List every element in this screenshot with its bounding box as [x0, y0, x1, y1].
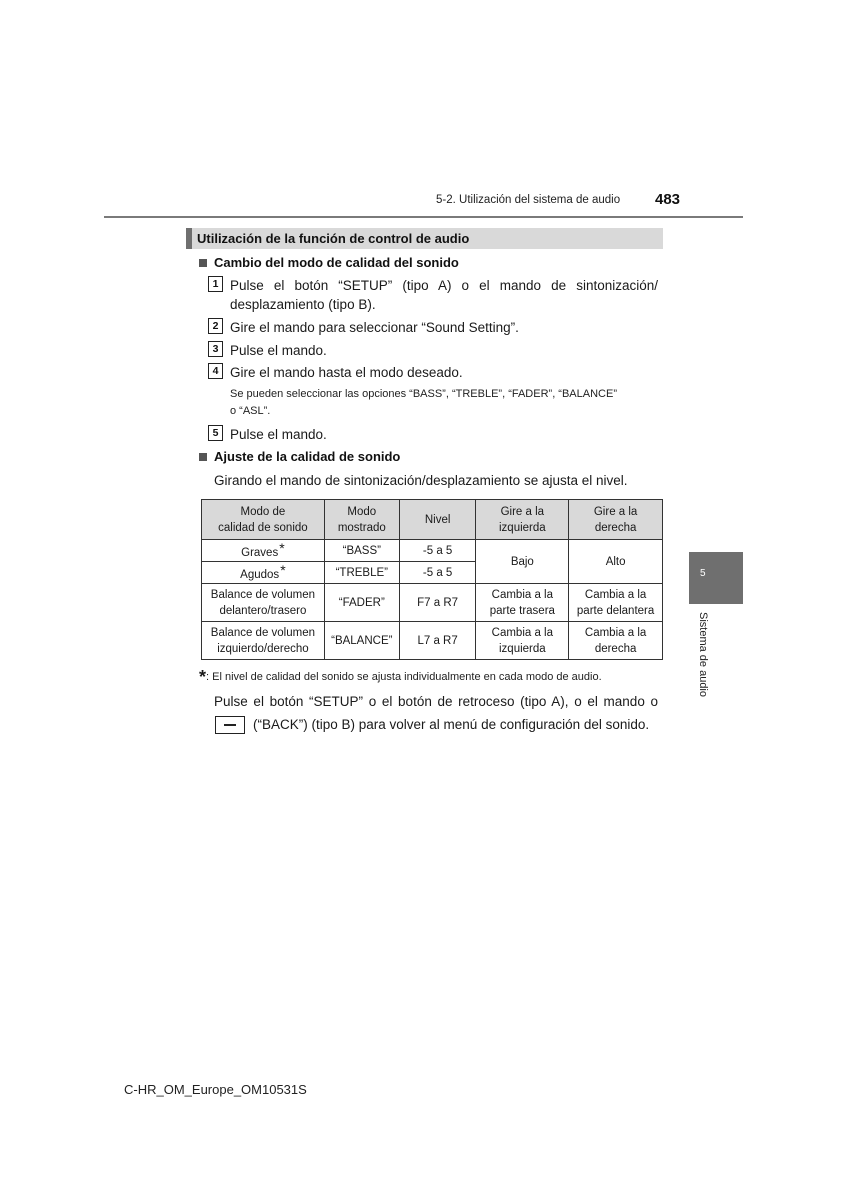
- cell-shown-balance: “BALANCE”: [324, 622, 399, 660]
- header-level: Nivel: [399, 500, 476, 540]
- cell-fader-left: [476, 584, 569, 622]
- chapter-tab: [689, 552, 743, 604]
- cell-shown-fader: “FADER”: [324, 584, 399, 622]
- subsection-intro: Girando el mando de sintonización/desplazamiento se ajusta el nivel.: [214, 473, 628, 488]
- cell-mode-balance: [202, 622, 325, 660]
- fader-mode-line1: Balance de volumen: [210, 588, 316, 601]
- cell-mode-graves: [202, 540, 325, 562]
- header-mode-line1: Modo de: [240, 505, 286, 518]
- cell-balance-left: [476, 622, 569, 660]
- header-mode: [202, 500, 325, 540]
- fader-right-line2: parte delantera: [576, 604, 655, 617]
- cell-level-treble: -5 a 5: [399, 562, 476, 584]
- cell-balance-right: [569, 622, 663, 660]
- step-1-text-line1: Pulse el botón “SETUP” (tipo A) o el mando de sintonización/: [230, 278, 658, 293]
- balance-right-line1: Cambia a la: [584, 626, 647, 639]
- dash-glyph: [224, 724, 236, 726]
- header-section-title: 5-2. Utilización del sistema de audio: [436, 194, 621, 206]
- balance-left-line2: izquierda: [499, 642, 546, 655]
- step-1-text-line2: desplazamiento (tipo B).: [230, 297, 376, 312]
- square-bullet-icon: [199, 453, 207, 461]
- fader-left-line2: parte trasera: [489, 604, 555, 617]
- balance-mode-line2: izquierdo/derecho: [217, 642, 309, 655]
- header-shown-line2: mostrado: [337, 521, 386, 534]
- agudos-label: Agudos: [240, 569, 280, 581]
- step-number-3: 3: [208, 341, 223, 357]
- closing-line2: (“BACK”) (tipo B) para volver al menú de configuración del sonido.: [253, 717, 650, 732]
- header-divider: [104, 216, 743, 218]
- chapter-label: Sistema de audio: [697, 612, 709, 697]
- cell-tone-left: Bajo: [476, 540, 569, 584]
- cell-fader-right: [569, 584, 663, 622]
- step-number-5: 5: [208, 425, 223, 441]
- table-row: [202, 540, 663, 562]
- header-left-line2: izquierda: [499, 521, 546, 534]
- closing-line1: Pulse el botón “SETUP” o el botón de retroceso (tipo A), o el mando o: [214, 694, 658, 709]
- footnote-star: *: [199, 667, 207, 687]
- cell-level-balance: L7 a R7: [399, 622, 476, 660]
- cell-level-bass: -5 a 5: [399, 540, 476, 562]
- step-number-2: 2: [208, 318, 223, 334]
- step-4-note-line2: o “ASL”.: [230, 405, 271, 417]
- header-shown-line1: Modo: [347, 505, 377, 518]
- cell-shown-bass: “BASS”: [324, 540, 399, 562]
- fader-right-line1: Cambia a la: [584, 588, 647, 601]
- step-5-text: Pulse el mando.: [230, 427, 327, 442]
- back-dash-icon: [215, 716, 245, 734]
- cell-mode-agudos: [202, 562, 325, 584]
- header-left: [476, 500, 569, 540]
- header-shown: [324, 500, 399, 540]
- step-number-4: 4: [208, 363, 223, 379]
- table-row: [202, 622, 663, 660]
- header-left-line1: Gire a la: [500, 505, 545, 518]
- square-bullet-icon: [199, 259, 207, 267]
- table-row: [202, 584, 663, 622]
- section-heading-bar: [186, 228, 663, 249]
- subsection-heading-quality: Ajuste de la calidad de sonido: [214, 449, 401, 464]
- section-heading: Utilización de la función de control de audio: [197, 231, 470, 246]
- section-accent: [186, 228, 192, 249]
- cell-tone-right: Alto: [569, 540, 663, 584]
- header-right: [569, 500, 663, 540]
- footnote-marker: *: [279, 540, 285, 556]
- balance-left-line1: Cambia a la: [491, 626, 554, 639]
- step-4-note-line1: Se pueden seleccionar las opciones “BASS”, “TREBLE”, “FADER”, “BALANCE”: [230, 388, 617, 400]
- sound-settings-table: [201, 499, 663, 660]
- page-number: 483: [655, 191, 681, 208]
- header-mode-line2: calidad de sonido: [218, 521, 308, 534]
- subsection-heading-mode: Cambio del modo de calidad del sonido: [214, 255, 459, 270]
- header-right-line2: derecha: [594, 521, 637, 534]
- fader-left-line1: Cambia a la: [491, 588, 554, 601]
- step-3-text: Pulse el mando.: [230, 343, 327, 358]
- fader-mode-line2: delantero/trasero: [219, 604, 307, 617]
- step-2-text: Gire el mando para seleccionar “Sound Setting”.: [230, 320, 519, 335]
- header-right-line1: Gire a la: [593, 505, 638, 518]
- graves-label: Graves: [241, 547, 279, 559]
- cell-mode-fader: [202, 584, 325, 622]
- step-number-1: 1: [208, 276, 223, 292]
- chapter-number: 5: [700, 568, 706, 579]
- cell-level-fader: F7 a R7: [399, 584, 476, 622]
- balance-mode-line1: Balance de volumen: [210, 626, 316, 639]
- footnote-marker: *: [280, 562, 286, 578]
- table-header-row: [202, 500, 663, 540]
- balance-right-line2: derecha: [594, 642, 637, 655]
- document-code: C-HR_OM_Europe_OM10531S: [124, 1082, 307, 1097]
- footnote-text: : El nivel de calidad del sonido se ajusta individualmente en cada modo de audio.: [206, 671, 602, 683]
- step-4-text: Gire el mando hasta el modo deseado.: [230, 365, 463, 380]
- cell-shown-treble: “TREBLE”: [324, 562, 399, 584]
